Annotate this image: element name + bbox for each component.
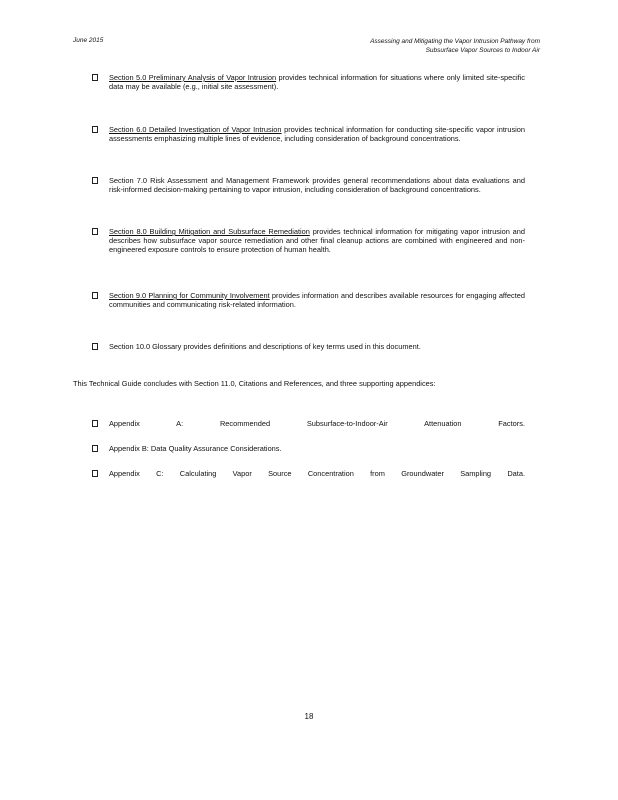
section-description: provides technical information for situations where only limited site-specific data may be available (e.g., initial site assessment). — [109, 73, 525, 92]
section-link[interactable]: Section 9.0 Planning for Community Involvement — [109, 291, 270, 300]
bullet-box-icon — [92, 74, 98, 81]
section-description: provides technical information for conducting site-specific vapor intrusion assessments emphasizing multiple lines of evidence, including consideration of background concentrations. — [109, 125, 525, 144]
section-description: provides information and describes available resources for engaging affected communities and communicating risk-related information. — [109, 291, 525, 310]
section-description: Section 10.0 Glossary provides definitions and descriptions of key terms used in this document. — [109, 342, 421, 351]
bullet-box-icon — [92, 228, 98, 235]
bullet-box-icon — [92, 343, 98, 350]
bullet-box-icon — [92, 470, 98, 477]
appendix-text: Appendix C: Calculating Vapor Source Concentration from Groundwater Sampling Data. — [109, 469, 525, 478]
appendix-text: Appendix A: Recommended Subsurface-to-Indoor-Air Attenuation Factors. — [109, 419, 525, 428]
closing-paragraph: This Technical Guide concludes with Section 11.0, Citations and References, and three supporting appendices: — [73, 379, 436, 388]
section-description: Section 7.0 Risk Assessment and Management Framework provides general recommendations about data evaluations and risk-informed decision-making pertaining to vapor intrusion, including consideration of background concentrations. — [109, 176, 525, 195]
section-link[interactable]: Section 8.0 Building Mitigation and Subsurface Remediation — [109, 227, 310, 236]
bullet-box-icon — [92, 445, 98, 452]
header-title — [300, 37, 540, 55]
section-link[interactable]: Section 6.0 Detailed Investigation of Vapor Intrusion — [109, 125, 282, 134]
section-description: provides technical information for mitigating vapor intrusion and describes how subsurface vapor source remediation and other final cleanup actions are combined with engineered and non-engineered exposure controls to ensure protection of human health. — [109, 227, 525, 255]
header-title-line-1: Assessing and Mitigating the Vapor Intrusion Pathway from — [370, 38, 540, 45]
bullet-box-icon — [92, 292, 98, 299]
appendix-text: Appendix B: Data Quality Assurance Considerations. — [109, 444, 282, 453]
page-number: 18 — [304, 712, 314, 721]
header-title-line-2: Subsurface Vapor Sources to Indoor Air — [425, 47, 540, 54]
bullet-box-icon — [92, 177, 98, 184]
bullet-box-icon — [92, 420, 98, 427]
section-link[interactable]: Section 5.0 Preliminary Analysis of Vapor Intrusion — [109, 73, 277, 82]
bullet-box-icon — [92, 126, 98, 133]
header-date: June 2015 — [73, 37, 104, 44]
